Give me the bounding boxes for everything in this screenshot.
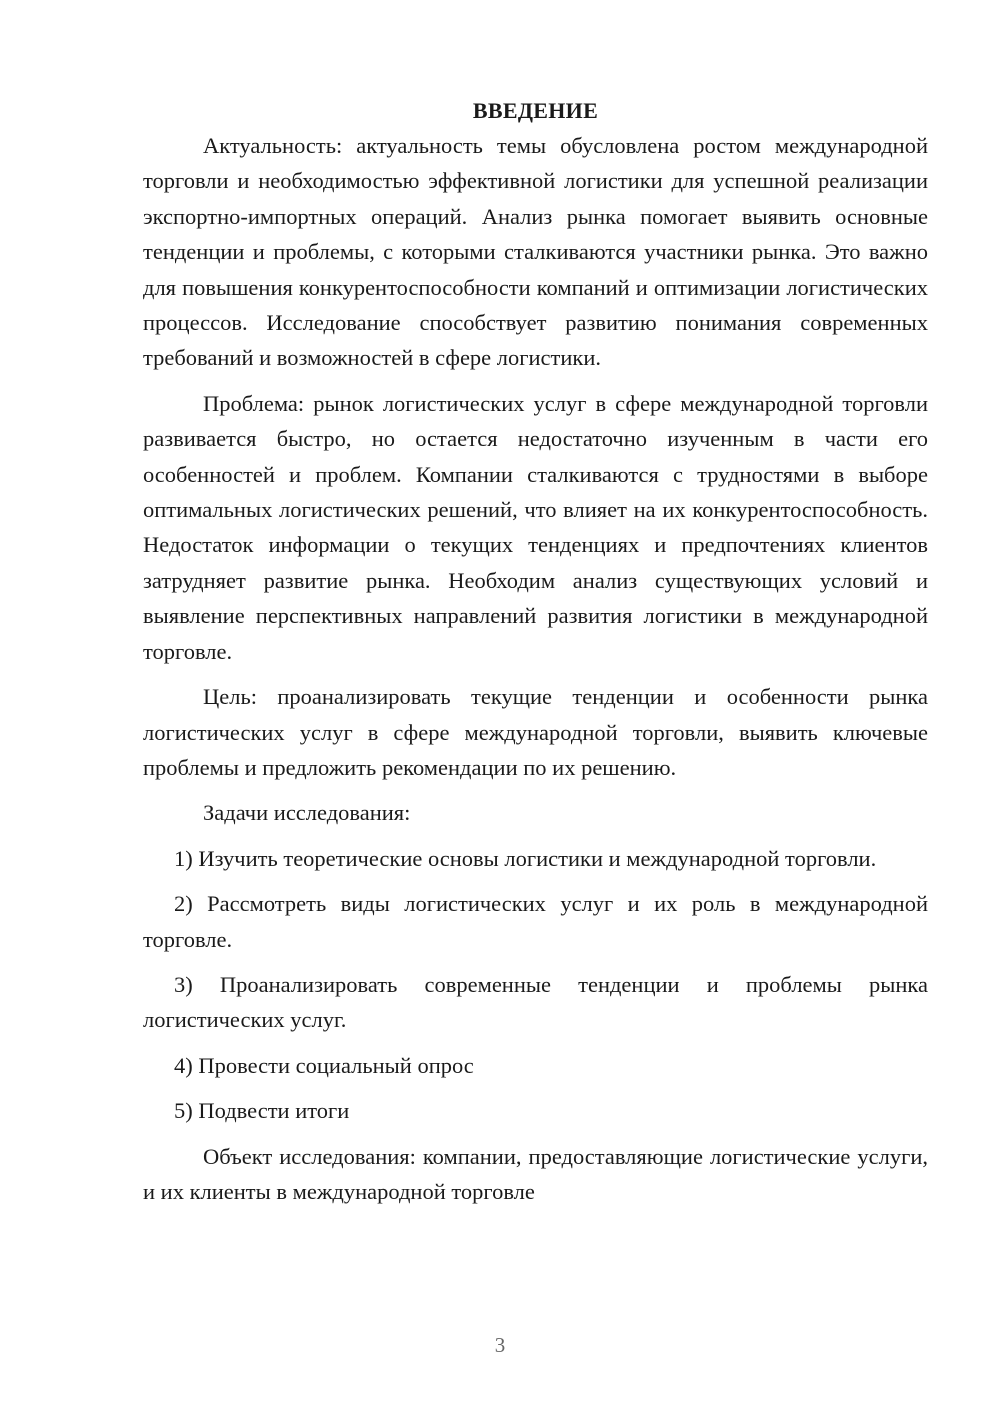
paragraph-problem: Проблема: рынок логистических услуг в сфере международной торговли развивается быстро, но остается недостаточно изученным в части его особенностей и проблем. Компании сталкиваются с трудностями в выборе оптимальных логистических решений, что влияет на их конкурентоспособность. Недостаток информации о текущих тенденциях и предпочтениях клиентов затрудняет развитие рынка. Необходим анализ существующих условий и выявление перспективных направлений развития логистики в международной торговле. (143, 390, 928, 664)
document-page (143, 96, 928, 1219)
list-item: 4) Провести социальный опрос (174, 1052, 474, 1078)
page-title: ВВЕДЕНИЕ (472, 98, 599, 123)
paragraph-goal: Цель: проанализировать текущие тенденции и особенности рынка логистических услуг в сфере международной торговли, выявить ключевые проблемы и предложить рекомендации по их решению. (143, 684, 928, 780)
list-item: 5) Подвести итоги (174, 1098, 350, 1124)
list-item: 3) Проанализировать современные тенденции и проблемы рынка логистических услуг. (143, 971, 928, 1033)
paragraph-relevance: Актуальность: актуальность темы обусловлена ростом международной торговли и необходимостью эффективной логистики для успешной реализации экспортно-импортных операций. Анализ рынка помогает выявить основные тенденции и проблемы, с которыми сталкиваются участники рынка. Это важно для повышения конкурентоспособности компаний и оптимизации логистических процессов. Исследование способствует развитию понимания современных требований и возможностей в сфере логистики. (143, 133, 928, 371)
paragraph-object: Объект исследования: компании, предоставляющие логистические услуги, и их клиенты в международной торговле (143, 1143, 928, 1204)
list-item: 2) Рассмотреть виды логистических услуг и их роль в международной торговле. (143, 891, 928, 952)
list-item: 1) Изучить теоретические основы логистики и международной торговли. (174, 845, 877, 871)
page-number: 3 (494, 1333, 506, 1357)
tasks-heading: Задачи исследования: (203, 800, 411, 826)
